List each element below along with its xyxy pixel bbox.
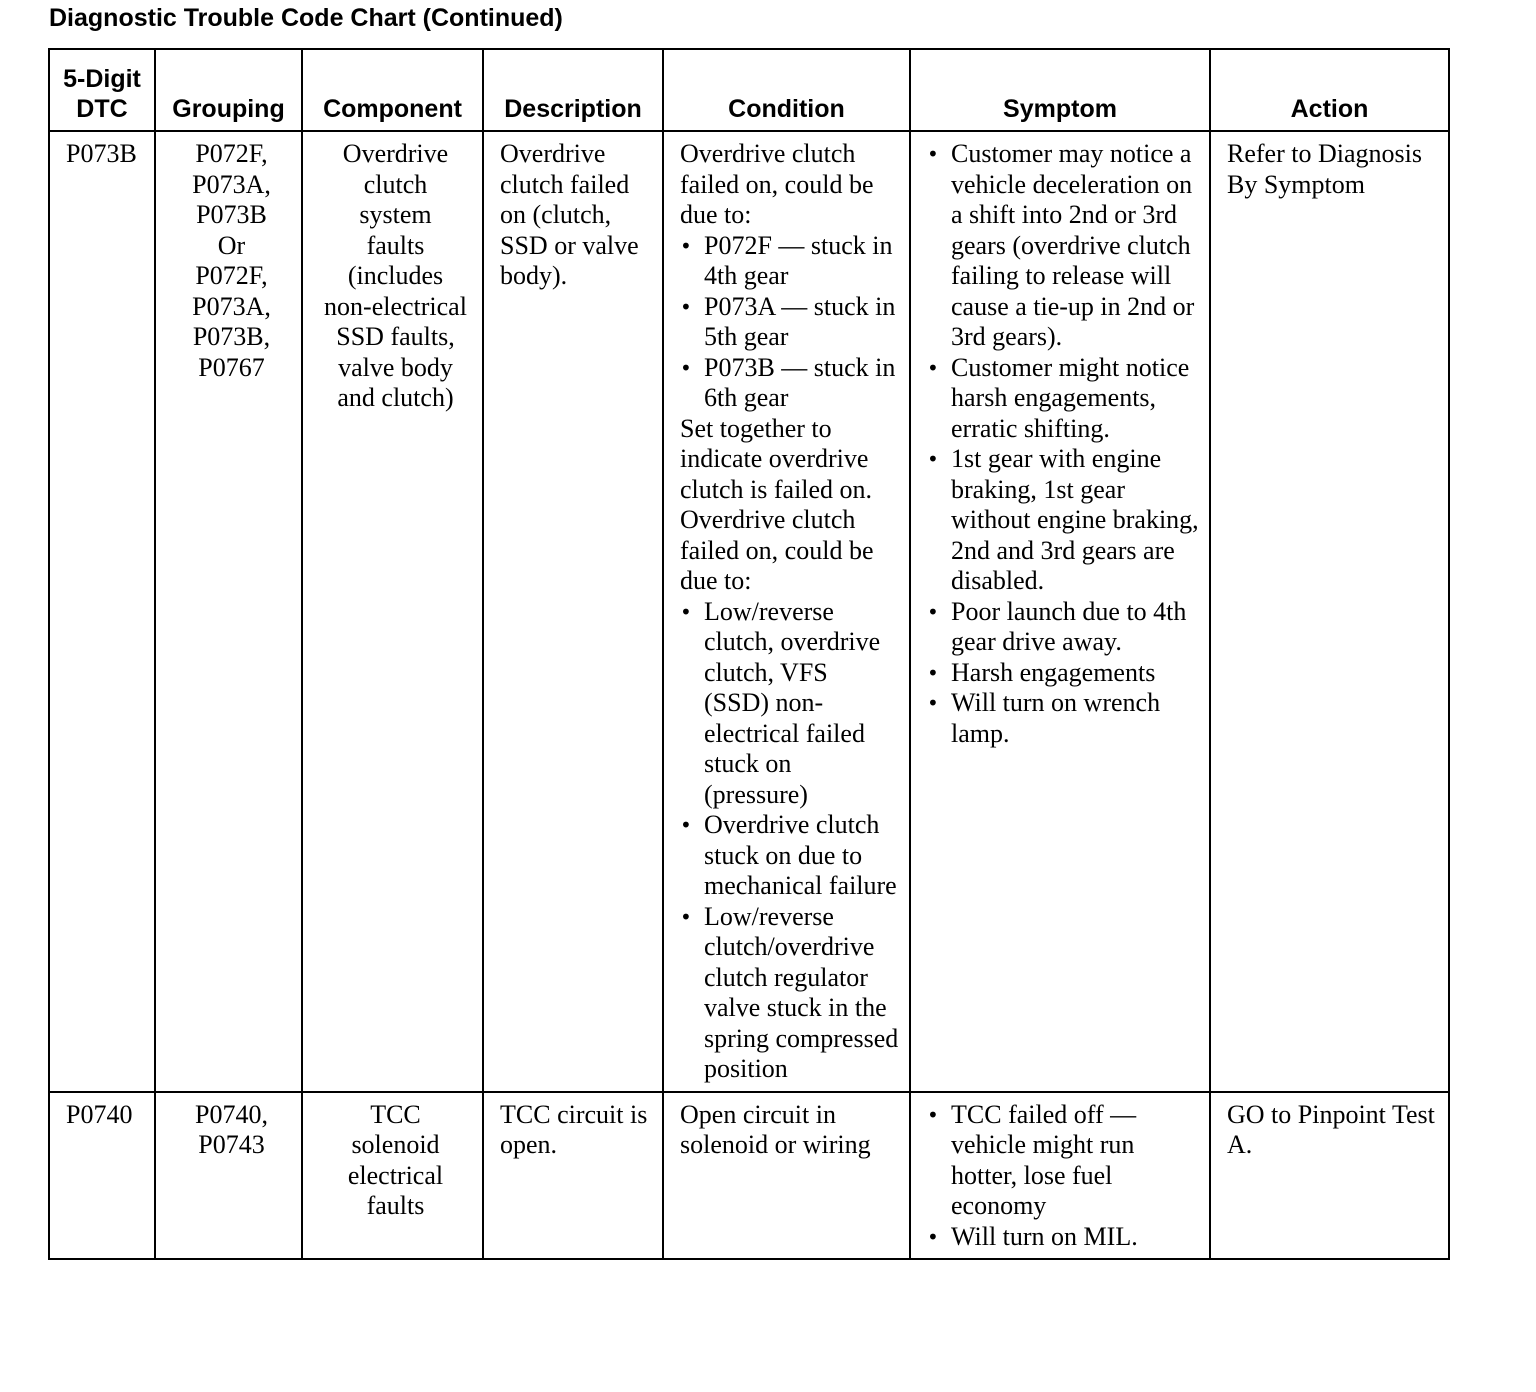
table-row: [49, 1092, 1449, 1260]
grouping-line: P0767: [198, 352, 265, 382]
grouping-line: P073B,: [192, 322, 271, 351]
page-title: Diagnostic Trouble Code Chart (Continued): [49, 4, 563, 32]
grouping-cell: [155, 131, 302, 1092]
component-line: faults: [366, 1191, 425, 1220]
list-item: • 1st gear with engine braking, 1st gear without engine braking, 2nd and 3rd gears are disabled.: [927, 444, 1199, 597]
table-row: [49, 131, 1449, 1092]
grouping-line: P073B: [196, 200, 267, 229]
grouping-line: P073A,: [192, 169, 271, 199]
grouping-line: P073A,: [192, 291, 271, 321]
component-line: electrical: [347, 1160, 444, 1190]
action-cell: GO to Pinpoint Test A.: [1210, 1092, 1449, 1260]
condition-list: [680, 597, 899, 1085]
dtc-chart-table: [48, 48, 1450, 1260]
component-cell: [302, 1092, 483, 1260]
condition-note: Set together to indicate overdrive clutch is failed on.: [680, 413, 873, 504]
dtc-code: P073B: [49, 131, 155, 1092]
condition-list: [680, 231, 899, 414]
component-line: system: [359, 200, 432, 229]
grouping-line: P0740,: [195, 1099, 268, 1129]
list-item: • Customer might notice harsh engagements, erratic shifting.: [927, 353, 1199, 445]
condition-intro: Overdrive clutch failed on, could be due to:: [680, 139, 874, 229]
condition-cell: [663, 131, 910, 1092]
header-row: [49, 49, 1449, 131]
list-item: • P073A — stuck in 5th gear: [680, 292, 899, 353]
header-description: Description: [483, 49, 663, 131]
list-item: • Will turn on MIL.: [927, 1222, 1199, 1253]
header-condition: Condition: [663, 49, 910, 131]
description-cell: Overdrive clutch failed on (clutch, SSD or valve body).: [483, 131, 663, 1092]
symptom-list: [927, 1100, 1199, 1253]
list-item: • P073B — stuck in 6th gear: [680, 353, 899, 414]
component-line: and clutch): [337, 383, 454, 412]
condition-intro: Overdrive clutch failed on, could be due to:: [680, 505, 874, 595]
list-item: • Low/reverse clutch/overdrive clutch regulator valve stuck in the spring compressed position: [680, 902, 899, 1085]
list-item: • TCC failed off — vehicle might run hotter, lose fuel economy: [927, 1100, 1199, 1222]
dtc-code: P0740: [49, 1092, 155, 1260]
header-grouping: Grouping: [155, 49, 302, 131]
symptom-list: [927, 139, 1199, 749]
component-line: clutch: [363, 169, 428, 199]
header-dtc-line2: DTC: [76, 95, 128, 123]
header-component: Component: [302, 49, 483, 131]
component-line: faults: [366, 230, 425, 260]
list-item: • Will turn on wrench lamp.: [927, 688, 1199, 749]
header-action: Action: [1210, 49, 1449, 131]
list-item: • Harsh engagements: [927, 658, 1199, 689]
component-line: non-electrical: [324, 291, 467, 321]
description-cell: TCC circuit is open.: [483, 1092, 663, 1260]
header-dtc: [49, 49, 155, 131]
component-line: Overdrive: [342, 139, 449, 168]
grouping-line: Or: [217, 230, 246, 260]
header-dtc-line1: 5-Digit: [63, 65, 141, 93]
component-line: TCC: [370, 1099, 421, 1129]
header-symptom: Symptom: [910, 49, 1210, 131]
list-item: • P072F — stuck in 4th gear: [680, 231, 899, 292]
list-item: • Poor launch due to 4th gear drive away.: [927, 597, 1199, 658]
action-cell: Refer to Diagnosis By Symptom: [1210, 131, 1449, 1092]
grouping-line: P0743: [198, 1130, 265, 1159]
component-line: valve body: [338, 352, 453, 382]
list-item: • Customer may notice a vehicle deceleration on a shift into 2nd or 3rd gears (overdrive clutch failing to release will cause a tie-up in 2nd or 3rd gears).: [927, 139, 1199, 353]
symptom-cell: [910, 1092, 1210, 1260]
list-item: • Overdrive clutch stuck on due to mechanical failure: [680, 810, 899, 902]
grouping-line: P072F,: [195, 139, 268, 168]
component-cell: [302, 131, 483, 1092]
component-line: (includes: [347, 261, 444, 290]
component-line: SSD faults,: [336, 322, 455, 351]
list-item: • Low/reverse clutch, overdrive clutch, VFS (SSD) non-electrical failed stuck on (pressure): [680, 597, 899, 811]
grouping-line: P072F,: [195, 261, 268, 290]
condition-cell: Open circuit in solenoid or wiring: [663, 1092, 910, 1260]
component-line: solenoid: [351, 1130, 440, 1159]
grouping-cell: [155, 1092, 302, 1260]
symptom-cell: [910, 131, 1210, 1092]
